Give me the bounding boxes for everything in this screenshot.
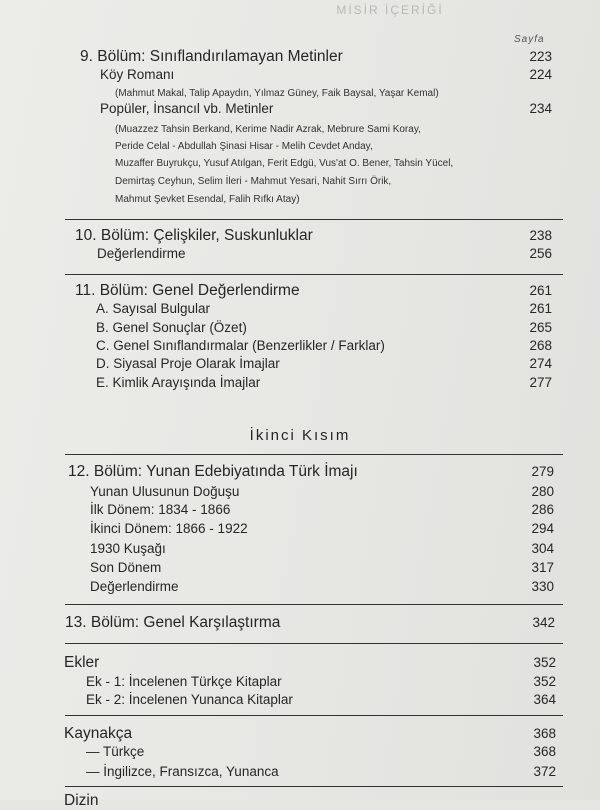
toc-entry[interactable] (96, 301, 552, 316)
entry-label: İkinci Dönem: 1866 - 1922 (90, 521, 248, 536)
chapter-title: 12. Bölüm: Yunan Edebiyatında Türk İmajı (68, 463, 358, 480)
toc-chapter-10[interactable] (75, 227, 552, 245)
author-list-line: Peride Celal - Abdullah Şinasi Hisar - Melih Cevdet Anday, (115, 141, 373, 152)
section-divider (65, 715, 563, 716)
running-head: MİSİR İÇERİĞİ (336, 3, 444, 17)
page-number: 372 (533, 764, 556, 779)
section-divider (65, 786, 563, 787)
toc-chapter-9[interactable] (80, 48, 552, 66)
section-divider (65, 454, 563, 455)
page-number: 368 (533, 726, 556, 741)
entry-label: — İngilizce, Fransızca, Yunanca (86, 764, 279, 779)
toc-appendices[interactable] (64, 654, 556, 672)
section-divider (65, 643, 563, 644)
toc-entry[interactable] (90, 579, 554, 594)
toc-entry[interactable] (90, 502, 554, 517)
toc-entry[interactable] (97, 246, 552, 261)
author-list-line: Demirtaş Ceyhun, Selim İleri - Mahmut Yesari, Nahit Sırrı Örik, (115, 176, 392, 187)
page-number: 330 (531, 579, 554, 594)
page-number: 317 (531, 560, 554, 575)
toc-bibliography[interactable] (64, 725, 556, 743)
toc-entry[interactable] (96, 375, 552, 390)
page-number: 256 (529, 246, 552, 261)
page-number: 279 (531, 464, 554, 479)
page-column-label: Sayfa (514, 34, 545, 45)
entry-label: C. Genel Sınıflandırmalar (Benzerlikler / Farklar) (96, 338, 385, 353)
toc-chapter-13[interactable] (65, 614, 555, 632)
page-number: 261 (529, 283, 552, 298)
entry-label: Değerlendirme (90, 579, 179, 594)
page-number: 238 (529, 228, 552, 243)
page-number: 265 (529, 320, 552, 335)
entry-label: D. Siyasal Proje Olarak İmajlar (96, 356, 280, 371)
toc-entry[interactable] (86, 692, 556, 707)
entry-label: — Türkçe (86, 744, 145, 759)
entry-label: 1930 Kuşağı (90, 541, 166, 556)
toc-chapter-12[interactable] (68, 463, 554, 481)
entry-label: İlk Dönem: 1834 - 1866 (90, 502, 231, 517)
chapter-title: 10. Bölüm: Çelişkiler, Suskunluklar (75, 227, 313, 244)
page-number: 342 (532, 615, 555, 630)
entry-label: Popüler, İnsancıl vb. Metinler (100, 101, 274, 116)
entry-label: E. Kimlik Arayışında İmajlar (96, 375, 261, 390)
page-number: 352 (533, 655, 556, 670)
page-number: 294 (531, 521, 554, 536)
page-number: 277 (529, 375, 552, 390)
chapter-title: 11. Bölüm: Genel Değerlendirme (75, 282, 300, 299)
entry-label: B. Genel Sonuçlar (Özet) (96, 320, 247, 335)
toc-entry[interactable] (86, 764, 556, 779)
toc-entry[interactable] (90, 541, 554, 556)
page-number: 268 (529, 338, 552, 353)
entry-label: Son Dönem (90, 560, 162, 575)
toc-entry[interactable] (90, 521, 554, 536)
page-number: 286 (531, 502, 554, 517)
page-number: 274 (529, 356, 552, 371)
entry-label: Değerlendirme (97, 246, 186, 261)
entry-label: Yunan Ulusunun Doğuşu (90, 484, 240, 499)
toc-entry[interactable] (86, 674, 556, 689)
toc-entry[interactable] (100, 67, 552, 82)
toc-entry[interactable] (96, 356, 552, 371)
page-number: 280 (531, 484, 554, 499)
section-divider (65, 274, 563, 275)
page-number: 234 (529, 101, 552, 116)
page-number: 224 (529, 67, 552, 82)
toc-entry[interactable] (96, 338, 552, 353)
author-list-line: (Mahmut Makal, Talip Apaydın, Yılmaz Güney, Faik Baysal, Yaşar Kemal) (115, 88, 439, 99)
section-divider (65, 219, 563, 220)
entry-label: Ek - 1: İncelenen Türkçe Kitaplar (86, 674, 282, 689)
toc-entry[interactable] (100, 101, 552, 116)
entry-label: Köy Romanı (100, 67, 175, 82)
part-heading: İkinci Kısım (249, 427, 351, 444)
toc-entry[interactable] (96, 320, 552, 335)
author-list-line: Mahmut Şevket Esendal, Falih Rıfkı Atay) (115, 194, 300, 205)
page-number: 261 (529, 301, 552, 316)
section-title: Ekler (64, 654, 100, 671)
chapter-title: 9. Bölüm: Sınıflandırılamayan Metinler (80, 48, 343, 65)
page-number: 223 (529, 49, 552, 64)
page-number: 352 (533, 674, 556, 689)
page-number: 368 (533, 744, 556, 759)
entry-label: A. Sayısal Bulgular (96, 301, 211, 316)
page-number: 304 (531, 541, 554, 556)
toc-entry[interactable] (90, 560, 554, 575)
toc-chapter-11[interactable] (75, 282, 552, 300)
section-title: Kaynakça (64, 725, 133, 742)
page-number: 364 (533, 692, 556, 707)
entry-label: Ek - 2: İncelenen Yunanca Kitaplar (86, 692, 293, 707)
author-list-line: Muzaffer Buyrukçu, Yusuf Atılgan, Ferit Edgü, Vus'at O. Bener, Tahsin Yücel, (115, 158, 454, 169)
chapter-title: 13. Bölüm: Genel Karşılaştırma (65, 614, 281, 631)
author-list-line: (Muazzez Tahsin Berkand, Kerime Nadir Azrak, Mebrure Sami Koray, (115, 124, 421, 135)
toc-entry[interactable] (86, 744, 556, 759)
toc-entry[interactable] (90, 484, 554, 499)
toc-index-fragment: Dizin (64, 792, 99, 809)
section-divider (65, 604, 563, 605)
